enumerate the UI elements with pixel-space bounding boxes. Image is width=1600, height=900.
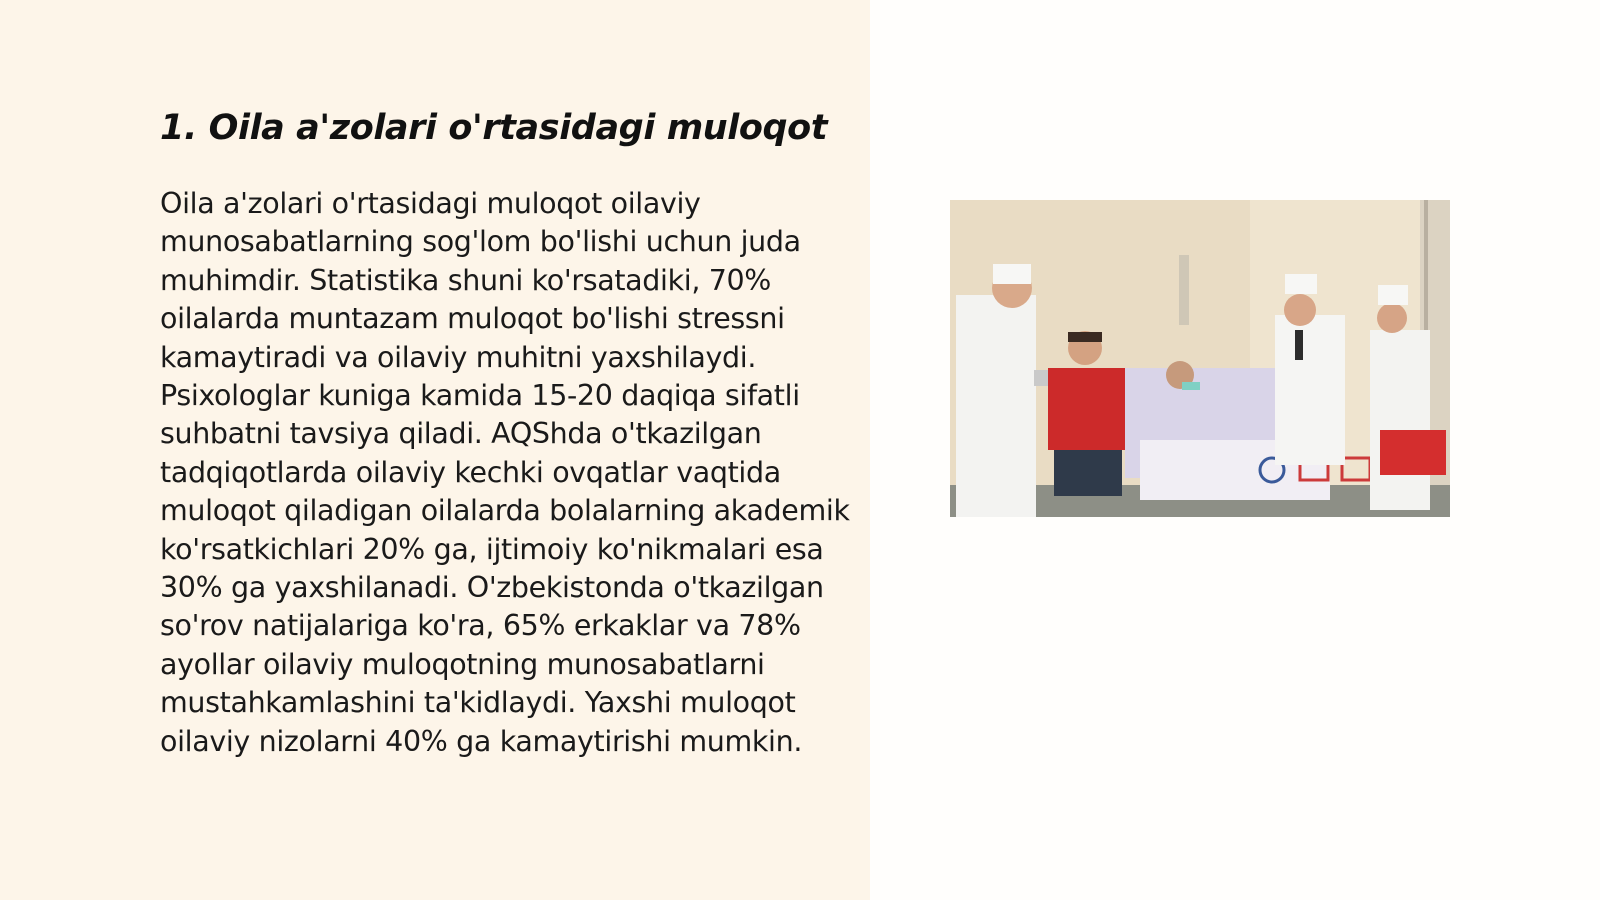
slide-title: 1. Oila a'zolari o'rtasidagi muloqot — [160, 108, 828, 148]
slide-body-text: Oila a'zolari o'rtasidagi muloqot oilaviy munosabatlarning sog'lom bo'lishi uchun juda muhimdir. Statistika shuni ko'rsatadiki, 70% oilalarda muntazam muloqot bo'lishi stressni kamaytiradi va oilaviy muhitni yaxshilaydi. Psixologlar kuniga kamida 15-20 daqiqa sifatli suhbatni tavsiya qiladi. AQShda o'tkazilgan tadqiqotlarda oilaviy kechki ovqatlar vaqtida muloqot qiladigan oilalarda bolalarning akademik ko'rsatkichlari 20% ga, ijtimoiy ko'nikmalari esa 30% ga yaxshilanadi. O'zbekistonda o'tkazilgan so'rov natijalariga ko'ra, 65% erkaklar va 78% ayollar oilaviy muloqotning munosabatlarni mustahkamlashini ta'kidlaydi. Yaxshi muloqot oilaviy nizolarni 40% ga kamaytirishi mumkin. — [160, 187, 850, 758]
hospital-photo — [950, 200, 1450, 517]
